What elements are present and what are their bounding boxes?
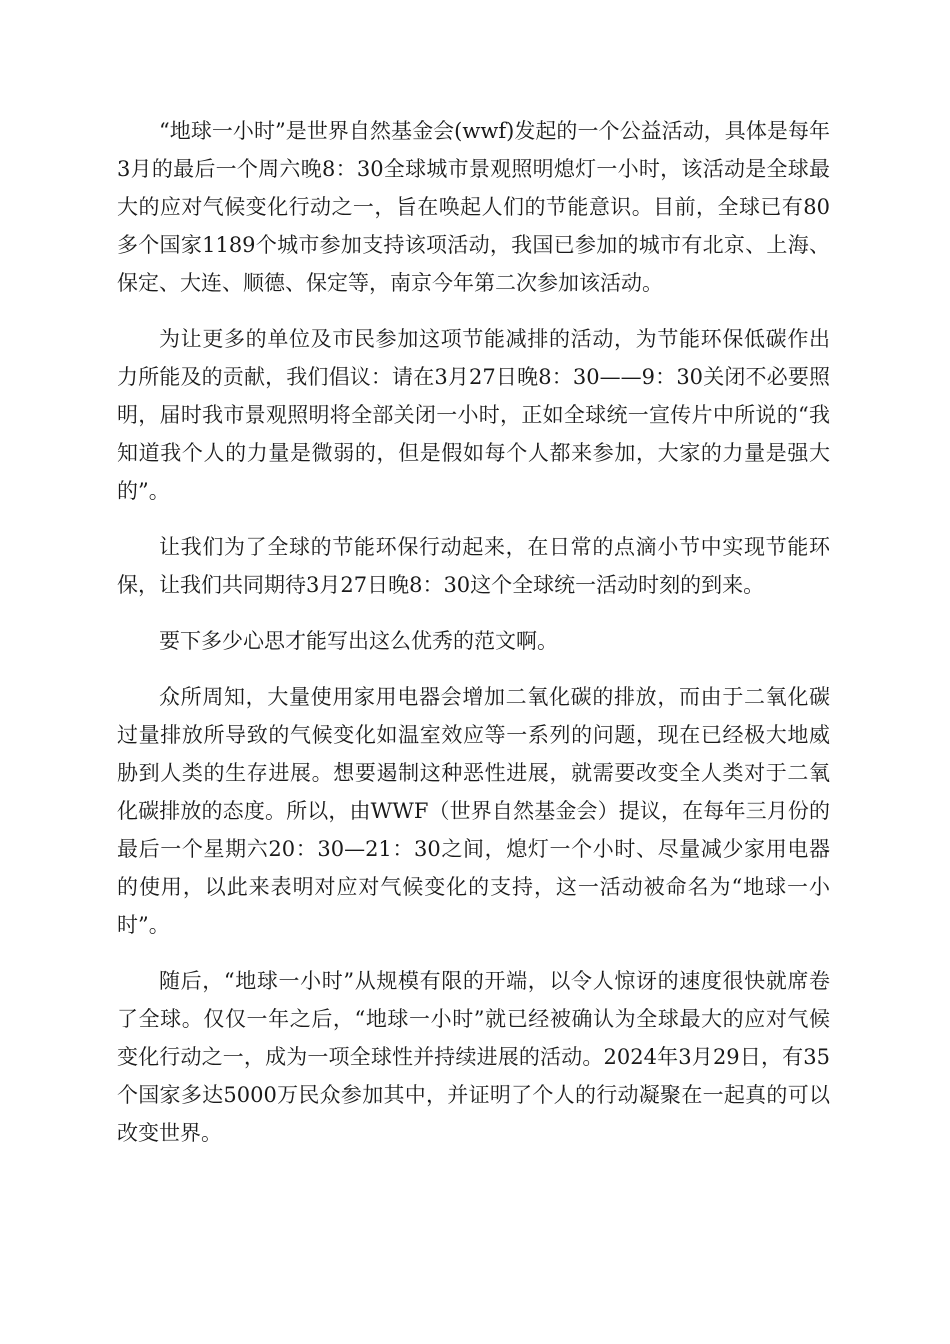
paragraph-proposal: 为让更多的单位及市民参加这项节能减排的活动，为节能环保低碳作出力所能及的贡献，我们倡议：请在3月27日晚8：30——9：30关闭不必要照明，届时我市景观照明将全部关闭一小时，正如全球统一宣传片中所说的“我知道我个人的力量是微弱的，但是假如每个人都来参加，大家的力量是强大的”。: [117, 327, 830, 503]
paragraph-history: 随后，“地球一小时”从规模有限的开端，以令人惊讶的速度很快就席卷了全球。仅仅一年之后，“地球一小时”就已经被确认为全球最大的应对气候变化行动之一，成为一项全球性并持续进展的活动。2024年3月29日，有35个国家多达5000万民众参加其中，并证明了个人的行动凝聚在一起真的可以改变世界。: [117, 969, 830, 1145]
document-body: [117, 112, 830, 1170]
paragraph-earth-hour-intro: “地球一小时”是世界自然基金会(wwf)发起的一个公益活动，具体是每年3月的最后一个周六晚8：30全球城市景观照明熄灯一小时，该活动是全球最大的应对气候变化行动之一，旨在唤起人们的节能意识。目前，全球已有80多个国家1189个城市参加支持该项活动，我国已参加的城市有北京、上海、保定、大连、顺德、保定等，南京今年第二次参加该活动。: [117, 119, 830, 295]
paragraph-background: 众所周知，大量使用家用电器会增加二氧化碳的排放，而由于二氧化碳过量排放所导致的气候变化如温室效应等一系列的问题，现在已经极大地威胁到人类的生存进展。想要遏制这种恶性进展，就需要改变全人类对于二氧化碳排放的态度。所以，由WWF（世界自然基金会）提议，在每年三月份的最后一个星期六20：30—21：30之间，熄灯一个小时、尽量减少家用电器的使用，以此来表明对应对气候变化的支持，这一活动被命名为“地球一小时”。: [117, 685, 830, 937]
paragraph-remark: 要下多少心思才能写出这么优秀的范文啊。: [159, 629, 558, 653]
paragraph-call-to-action: 让我们为了全球的节能环保行动起来，在日常的点滴小节中实现节能环保，让我们共同期待3月27日晚8：30这个全球统一活动时刻的到来。: [117, 535, 830, 597]
